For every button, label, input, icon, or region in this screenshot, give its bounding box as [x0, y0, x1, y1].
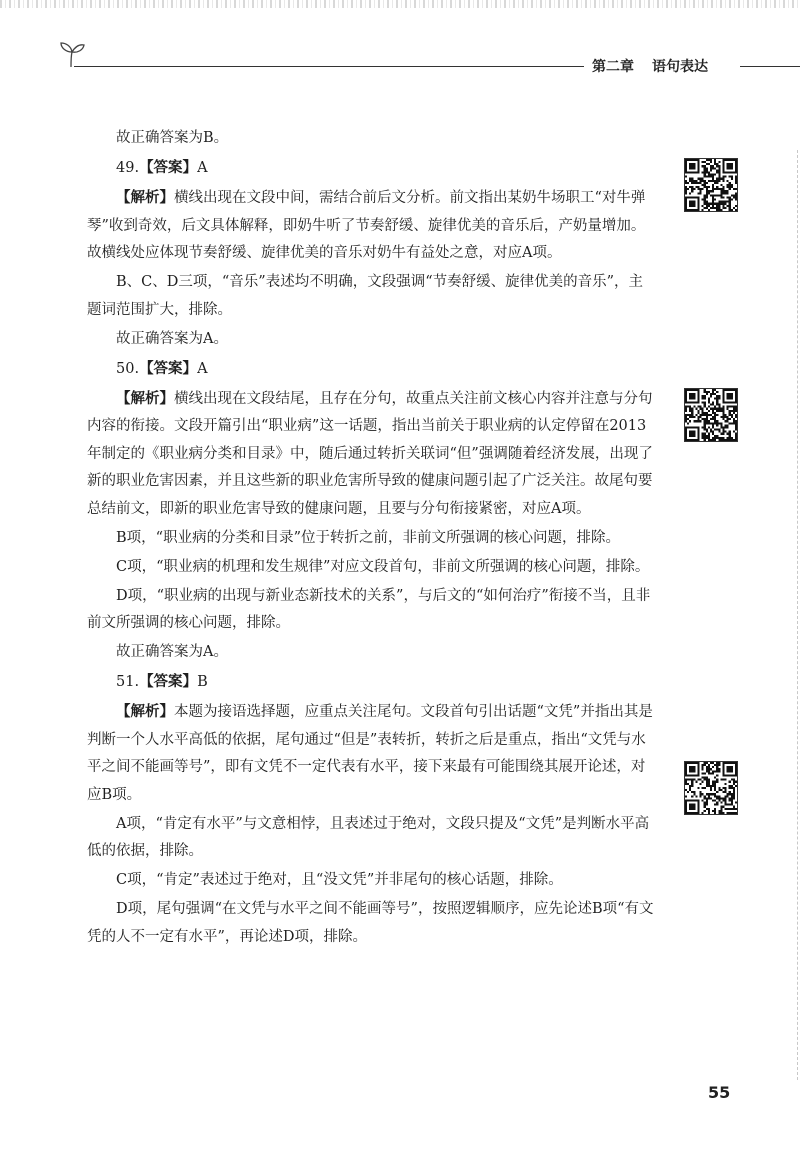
body-paragraph [87, 811, 657, 866]
analysis-paragraph [87, 184, 657, 268]
body-paragraph [87, 554, 657, 582]
paragraph-text: 横线出现在文段结尾，且存在分句，故重点关注前文核心内容并注意与分句内容的衔接。文段开篇引出“职业病”这一话题，指出当前关于职业病的认定停留在2013年制定的《职业病分类和目录》中，随后通过转折关联词“但”强调随着经济发展，出现了新的职业危害因素，并且这些新的职业危害所导致的健康问题引起了广泛关注。故尾句要总结前文，即新的职业危害导致的健康问题，且要与分句衔接紧密，对应A项。 [87, 390, 653, 517]
answer-line-50 [87, 355, 657, 384]
paragraph-text: 故正确答案为A。 [116, 330, 228, 347]
answer-value: A [197, 160, 208, 176]
chapter-heading [592, 56, 708, 76]
conclusion-paragraph [87, 639, 657, 667]
analysis-paragraph [87, 698, 657, 809]
paragraph-text: 故正确答案为B。 [116, 130, 229, 146]
qr-code-icon[interactable] [684, 761, 738, 815]
body-paragraph [87, 867, 657, 895]
answer-line-49 [87, 154, 657, 183]
page-edge-line [797, 150, 798, 1080]
paragraph-text: 故正确答案为A。 [116, 644, 228, 660]
paragraph-text: C项，“肯定”表述过于绝对，且“没文凭”并非尾句的核心话题，排除。 [116, 872, 563, 888]
paragraph-text: B、C、D三项，“音乐”表述均不明确，文段强调“节奏舒缓、旋律优美的音乐”，主题词范围扩大，排除。 [87, 274, 644, 318]
qr-code-icon[interactable] [684, 388, 738, 442]
paragraph-text: D项，“职业病的出现与新业态新技术的关系”，与后文的“如何治疗”衔接不当，且非前文所强调的核心问题，排除。 [87, 587, 651, 631]
page-number: 55 [708, 1083, 731, 1102]
header-rule-left [74, 66, 584, 67]
answer-value: A [197, 360, 208, 377]
header-rule-right [740, 66, 800, 67]
analysis-paragraph [87, 385, 657, 524]
page-body [87, 125, 657, 951]
body-paragraph [87, 525, 657, 553]
paragraph-text: B项，“职业病的分类和目录”位于转折之前，非前文所强调的核心问题，排除。 [116, 529, 620, 546]
paragraph-text: 本题为接语选择题，应重点关注尾句。文段首句引出话题“文凭”并指出其是判断一个人水平高低的依据，尾句通过“但是”表转折，转折之后是重点，指出“文凭与水平之间不能画等号”，即有文凭不一定代表有水平，接下来最有可能围绕其展开论述，对应B项。 [87, 704, 653, 803]
conclusion-paragraph [87, 326, 657, 354]
analysis-label: 【解析】 [116, 189, 174, 206]
qr-code-icon[interactable] [684, 158, 738, 212]
paragraph-text: D项，尾句强调“在文凭与水平之间不能画等号”，按照逻辑顺序，应先论述B项“有文凭的人不一定有水平”，再论述D项，排除。 [87, 901, 654, 945]
analysis-label: 【解析】 [116, 703, 174, 720]
sprout-icon [56, 38, 86, 68]
conclusion-paragraph [87, 125, 657, 153]
scan-noise-strip [0, 0, 800, 8]
body-paragraph [87, 896, 657, 951]
chapter-number: 第二章 [592, 59, 634, 75]
answer-label: 【答案】 [139, 673, 198, 690]
question-number: 49. [116, 160, 140, 176]
answer-line-51 [87, 668, 657, 697]
chapter-title: 语句表达 [652, 59, 708, 75]
body-paragraph [87, 269, 657, 324]
question-number: 51. [116, 674, 140, 690]
answer-label: 【答案】 [139, 159, 198, 176]
answer-label: 【答案】 [139, 359, 198, 377]
analysis-label: 【解析】 [116, 389, 174, 407]
question-number: 50. [116, 360, 140, 377]
paragraph-text: C项，“职业病的机理和发生规律”对应文段首句，非前文所强调的核心问题，排除。 [116, 558, 650, 575]
paragraph-text: A项，“肯定有水平”与文意相悖，且表述过于绝对，文段只提及“文凭”是判断水平高低的依据，排除。 [87, 815, 650, 859]
page-header [0, 34, 800, 84]
body-paragraph [87, 583, 657, 638]
paragraph-text: 横线出现在文段中间，需结合前后文分析。前文指出某奶牛场职工“对牛弹琴”收到奇效，后文具体解释，即奶牛听了节奏舒缓、旋律优美的音乐后，产奶量增加。故横线处应体现节奏舒缓、旋律优美的音乐对奶牛有益处之意，对应A项。 [87, 190, 646, 261]
answer-value: B [197, 674, 208, 690]
